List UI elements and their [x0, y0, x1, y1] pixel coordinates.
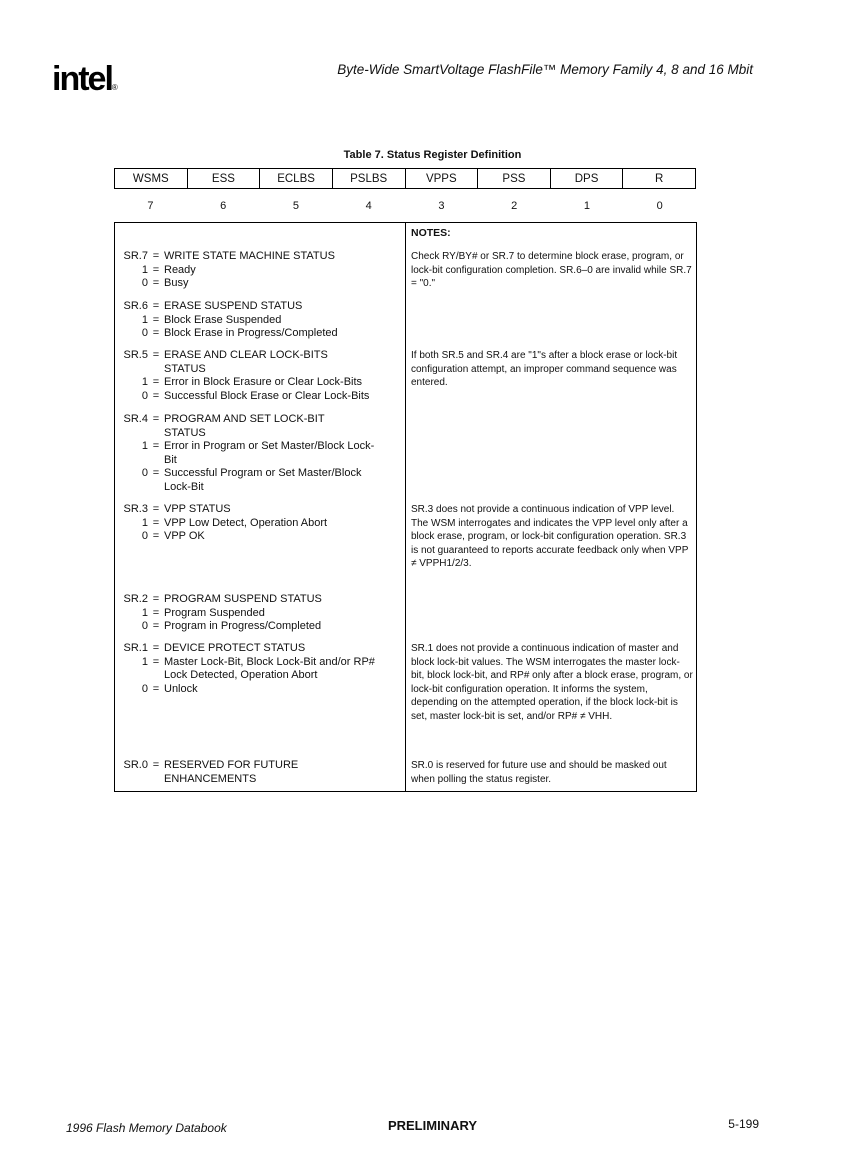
intel-logo: intel®: [52, 60, 118, 98]
sr5-value-1: Error in Block Erasure or Clear Lock-Bits: [164, 376, 363, 389]
bit-3-name: VPPS: [406, 169, 479, 188]
sr5-definition: SR.5 = ERASE AND CLEAR LOCK-BITS STATUS 1 = Error in Block Erasure or Clear Lock-Bits 0 = Successful Block Erase or Clear Lock-Bits: [116, 349, 404, 403]
bit-0-number: 0: [656, 200, 663, 212]
bit-name-row: [114, 168, 696, 189]
sr4-value-1: Error in Program or Set Master/Block Lock-Bit: [164, 440, 375, 466]
sr4-title: PROGRAM AND SET LOCK-BIT STATUS: [164, 413, 325, 439]
sr0-code: SR.0: [123, 759, 148, 771]
sr5-note: If both SR.5 and SR.4 are "1"s after a block erase or lock-bit configuration attempt, an improper command sequence was entered.: [411, 350, 678, 389]
footer-databook: 1996 Flash Memory Databook: [66, 1121, 227, 1135]
sr3-code: SR.3: [123, 503, 148, 515]
bit-1-name: DPS: [551, 169, 624, 188]
sr1-value-0: Unlock: [164, 682, 198, 695]
sr1-note: SR.1 does not provide a continuous indication of master and block lock-bit values. The WSM interrogates the master lock-bit, block lock-bit, and RP# only after a block erase, program, or lock-bit configuration operation. It informs the system, depending on the attempted operation, if the block lock-bit is set, master lock-bit is set, and/or RP# ≠ VHH.: [411, 643, 693, 722]
table-title: Table 7. Status Register Definition: [343, 149, 522, 161]
bit-5-number: 5: [292, 200, 299, 212]
sr1-code: SR.1: [123, 642, 148, 654]
bit-6-name: ESS: [188, 169, 261, 188]
sr6-value-1: Block Erase Suspended: [164, 313, 282, 326]
sr3-note: SR.3 does not provide a continuous indication of VPP level. The WSM interrogates and indicates the VPP level only after a block erase, program, or lock-bit configuration operation. SR.3 is not guaranteed to reports accurate feedback only when VPP ≠ VPPH1/2/3.: [411, 504, 689, 570]
sr7-note: Check RY/BY# or SR.7 to determine block erase, program, or lock-bit configuration completion. SR.6–0 are invalid while SR.7 = "0.": [411, 251, 692, 290]
bit-4-number: 4: [365, 200, 372, 212]
notes-heading: NOTES:: [411, 227, 451, 239]
sr6-definition: SR.6 = ERASE SUSPEND STATUS 1 = Block Erase Suspended 0 = Block Erase in Progress/Completed: [116, 300, 404, 341]
footer-preliminary: PRELIMINARY: [387, 1118, 478, 1133]
sr1-title: DEVICE PROTECT STATUS: [164, 642, 306, 654]
bit-7-name: WSMS: [115, 169, 188, 188]
bit-0-name: R: [655, 172, 664, 185]
sr3-value-0: VPP OK: [164, 530, 205, 543]
sr0-title: RESERVED FOR FUTURE ENHANCEMENTS: [164, 759, 299, 785]
sr7-definition: SR.7 = WRITE STATE MACHINE STATUS 1 = Ready 0 = Busy: [116, 250, 404, 291]
bit-2-number: 2: [511, 200, 518, 212]
sr7-code: SR.7: [123, 250, 148, 262]
sr5-value-0: Successful Block Erase or Clear Lock-Bits: [164, 389, 370, 402]
sr7-value-0: Busy: [164, 277, 189, 290]
sr0-note: SR.0 is reserved for future use and should be masked out when polling the status register.: [411, 760, 667, 785]
sr2-definition: SR.2 = PROGRAM SUSPEND STATUS 1 = Program Suspended 0 = Program in Progress/Completed: [116, 593, 404, 634]
bit-4-name: PSLBS: [333, 169, 406, 188]
bit-5-name: ECLBS: [260, 169, 333, 188]
sr2-code: SR.2: [123, 593, 148, 605]
sr3-definition: SR.3 = VPP STATUS 1 = VPP Low Detect, Operation Abort 0 = VPP OK: [116, 503, 404, 544]
footer-page-number: 5-199: [728, 1117, 759, 1131]
sr2-value-0: Program in Progress/Completed: [164, 620, 322, 633]
bit-3-number: 3: [438, 200, 445, 212]
sr5-title: ERASE AND CLEAR LOCK-BITS STATUS: [164, 349, 328, 375]
sr6-value-0: Block Erase in Progress/Completed: [164, 327, 338, 340]
bit-2-name: PSS: [478, 169, 551, 188]
sr6-code: SR.6: [123, 300, 148, 312]
sr3-value-1: VPP Low Detect, Operation Abort: [164, 516, 328, 529]
bit-1-number: 1: [583, 200, 590, 212]
sr6-title: ERASE SUSPEND STATUS: [164, 300, 303, 312]
sr1-value-1: Master Lock-Bit, Block Lock-Bit and/or RP# Lock Detected, Operation Abort: [164, 655, 375, 682]
sr7-value-1: Ready: [164, 263, 196, 276]
sr3-title: VPP STATUS: [164, 503, 231, 515]
sr1-definition: SR.1 = DEVICE PROTECT STATUS 1 = Master Lock-Bit, Block Lock-Bit and/or RP# Lock Detected, Operation Abort 0 = Unlock: [116, 642, 404, 696]
bit-6-number: 6: [220, 200, 227, 212]
sr4-code: SR.4: [123, 413, 148, 425]
sr7-title: WRITE STATE MACHINE STATUS: [164, 250, 335, 262]
sr4-definition: SR.4 = PROGRAM AND SET LOCK-BIT STATUS 1 = Error in Program or Set Master/Block Lock-Bit 0 = Successful Program or Set Master/Block Lock-Bit: [116, 413, 384, 495]
column-divider: [405, 222, 406, 792]
sr2-value-1: Program Suspended: [164, 606, 265, 619]
sr5-code: SR.5: [123, 349, 148, 361]
document-title: Byte-Wide SmartVoltage FlashFile™ Memory Family 4, 8 and 16 Mbit: [337, 62, 753, 77]
sr2-title: PROGRAM SUSPEND STATUS: [164, 593, 322, 605]
bit-number-row: [114, 200, 696, 212]
sr0-definition: SR.0 = RESERVED FOR FUTURE ENHANCEMENTS: [116, 759, 334, 786]
bit-7-number: 7: [147, 200, 154, 212]
sr4-value-0: Successful Program or Set Master/Block Lock-Bit: [164, 467, 362, 493]
